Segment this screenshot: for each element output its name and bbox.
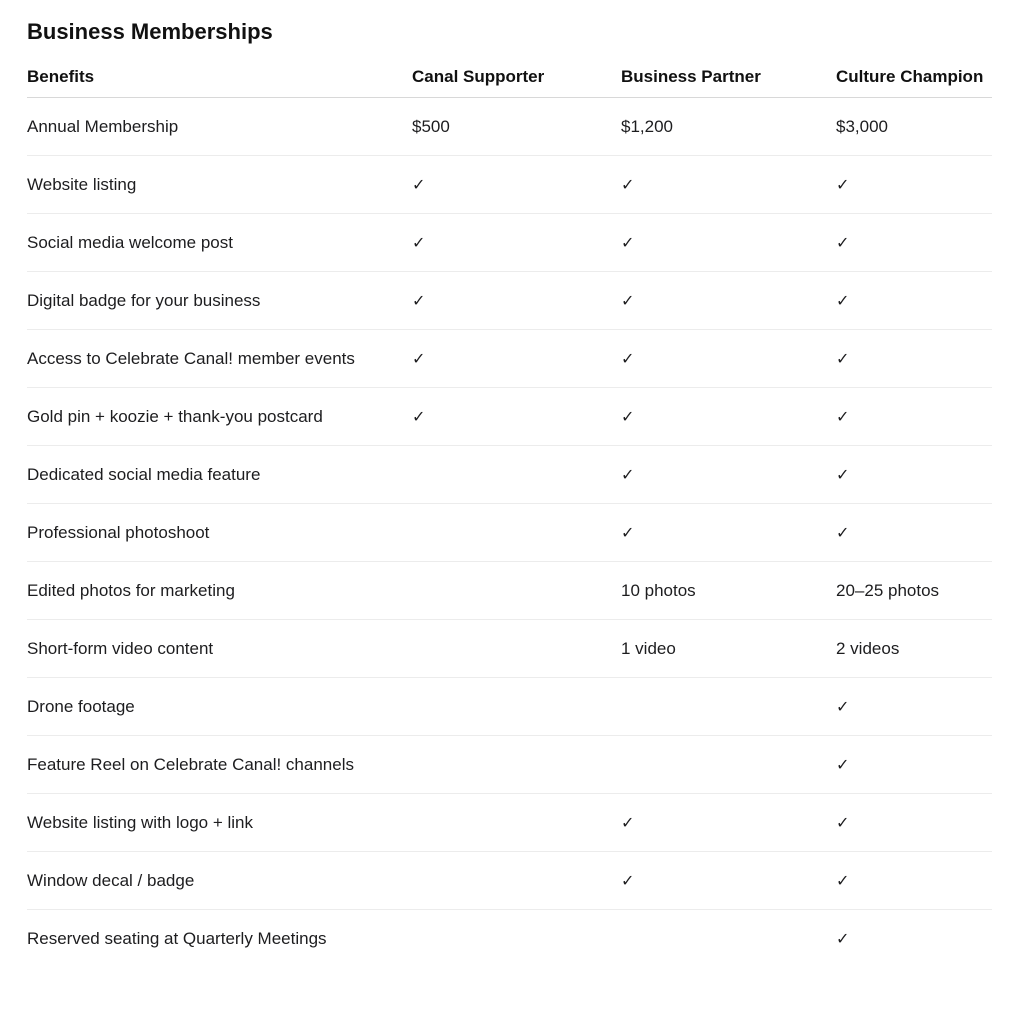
table-row [27,736,992,794]
canal-supporter-cell [412,852,621,910]
table-row [27,910,992,968]
column-header-benefits: Benefits [27,56,412,98]
benefit-cell: Digital badge for your business [27,272,412,330]
table-header [27,56,992,98]
column-header-canal-supporter: Canal Supporter [412,56,621,98]
benefit-cell: Drone footage [27,678,412,736]
benefit-cell: Feature Reel on Celebrate Canal! channels [27,736,412,794]
culture-champion-cell: ✓ [836,330,992,388]
table-row [27,272,992,330]
benefit-cell: Annual Membership [27,98,412,156]
table-body [27,98,992,968]
culture-champion-cell: ✓ [836,272,992,330]
canal-supporter-cell: ✓ [412,214,621,272]
table-row [27,98,992,156]
benefit-cell: Professional photoshoot [27,504,412,562]
canal-supporter-cell [412,504,621,562]
canal-supporter-cell: ✓ [412,272,621,330]
benefit-cell: Access to Celebrate Canal! member events [27,330,412,388]
business-partner-cell [621,910,836,968]
culture-champion-cell: ✓ [836,446,992,504]
benefit-cell: Edited photos for marketing [27,562,412,620]
benefit-cell: Reserved seating at Quarterly Meetings [27,929,327,948]
business-partner-cell [621,678,836,736]
canal-supporter-cell [412,794,621,852]
table-row [27,330,992,388]
business-partner-cell: ✓ [621,330,836,388]
business-partner-cell [621,736,836,794]
canal-supporter-cell [412,446,621,504]
business-partner-cell: 10 photos [621,562,836,620]
table-row [27,504,992,562]
table-row [27,156,992,214]
canal-supporter-cell: ✓ [412,330,621,388]
canal-supporter-cell [412,736,621,794]
benefit-cell: Gold pin + koozie + thank-you postcard [27,388,412,446]
header-row [27,56,992,98]
column-header-culture-champion: Culture Champion [836,56,992,98]
benefit-cell: Social media welcome post [27,214,412,272]
business-partner-cell: ✓ [621,794,836,852]
canal-supporter-cell: ✓ [412,156,621,214]
culture-champion-cell: ✓ [836,736,992,794]
business-partner-cell: ✓ [621,852,836,910]
culture-champion-cell: 20–25 photos [836,562,992,620]
table-row [27,562,992,620]
business-partner-cell: ✓ [621,388,836,446]
culture-champion-cell: ✓ [836,504,992,562]
culture-champion-cell: ✓ [836,929,850,948]
table-row [27,620,992,678]
culture-champion-cell: ✓ [836,156,992,214]
canal-supporter-cell: ✓ [412,388,621,446]
canal-supporter-cell [412,620,621,678]
business-partner-cell: 1 video [621,620,836,678]
memberships-table [27,56,992,967]
benefit-cell: Window decal / badge [27,852,412,910]
business-partner-cell: ✓ [621,272,836,330]
table-row [27,214,992,272]
culture-champion-cell: ✓ [836,794,992,852]
culture-champion-cell: 2 videos [836,620,992,678]
business-partner-cell: ✓ [621,504,836,562]
benefit-cell: Short-form video content [27,620,412,678]
canal-supporter-cell [412,678,621,736]
benefit-cell: Website listing [27,156,412,214]
table-row [27,446,992,504]
column-header-business-partner: Business Partner [621,56,836,98]
culture-champion-cell: ✓ [836,388,992,446]
canal-supporter-cell: $500 [412,98,621,156]
benefit-cell: Dedicated social media feature [27,446,412,504]
table-row [27,678,992,736]
table-row [27,388,992,446]
business-partner-cell: ✓ [621,156,836,214]
business-partner-cell: $1,200 [621,98,836,156]
canal-supporter-cell [412,562,621,620]
culture-champion-cell: $3,000 [836,98,992,156]
culture-champion-cell: ✓ [836,852,992,910]
table-row [27,852,992,910]
page-title: Business Memberships [27,19,273,44]
canal-supporter-cell [412,910,621,968]
culture-champion-cell: ✓ [836,678,992,736]
table-row [27,794,992,852]
business-partner-cell: ✓ [621,214,836,272]
benefit-cell: Website listing with logo + link [27,794,412,852]
culture-champion-cell: ✓ [836,214,992,272]
business-partner-cell: ✓ [621,446,836,504]
